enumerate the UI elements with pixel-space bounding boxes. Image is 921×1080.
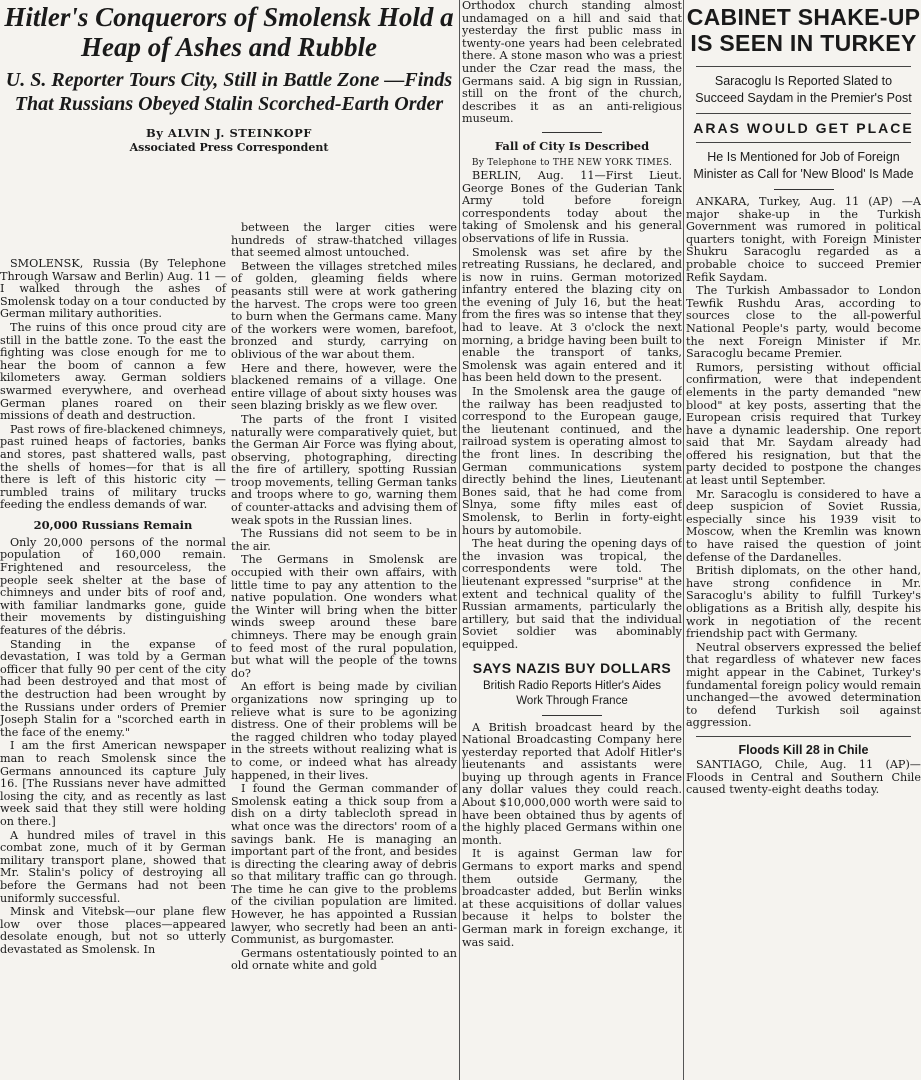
paragraph: A hundred miles of travel in this combat zone, much of it by German military transport plane, showed that Mr. Stalin's policy of destroying all before the Germans had not been uniformly successful. <box>0 828 226 905</box>
paragraph: Standing in the expanse of devastation, I was told by a German officer that fully 90 per cent of the city had been destroyed and that most of the destruction had been wrought by the Russians under orders of Premier Joseph Stalin for a "scorched earth in the face of the enemy." <box>0 637 226 739</box>
paragraph: Neutral observers expressed the belief that regardless of whatever new faces might appear in the Cabinet, Turkey's fundamental foreign policy would remain unchanged—the avowed determination to defend Turkish soil against aggression. <box>686 640 921 730</box>
deck-saracoglu: Saracoglu Is Reported Slated to Succeed Saydam in the Premier's Post <box>695 74 912 105</box>
divider <box>696 113 911 114</box>
divider <box>696 736 911 737</box>
headline-smolensk: Hitler's Conquerors of Smolensk Hold a Heap of Ashes and Rubble <box>4 2 454 62</box>
press-credit: Associated Press Correspondent <box>129 141 329 154</box>
deck-aras: ARAS WOULD GET PLACE <box>693 120 914 136</box>
paragraph: The Germans in Smolensk are occupied with their own affairs, with little time to pay any attention to the native population. One wonders what the Winter will bring when the bitter winds sweep around these bare chimneys. There may be enough grain to feed most of the rural population, but what will the people of the towns do? <box>231 553 457 680</box>
headline-floods-chile: Floods Kill 28 in Chile <box>738 742 869 757</box>
berlin-column <box>462 0 682 1080</box>
column-rule <box>459 0 460 1080</box>
paragraph: Mr. Saracoglu is considered to have a deep suspicion of Soviet Russia, especially since his 1939 visit to Moscow, when the Kremlin was known to have raised the question of joint defense of the Dardanelles. <box>686 487 921 564</box>
column-rule <box>683 0 684 1080</box>
paragraph: Minsk and Vitebsk—our plane flew low over those places—appeared desolate enough, but not so utterly devastated as Smolensk. In <box>0 905 226 956</box>
smolensk-column-a <box>0 258 226 957</box>
paragraph: Smolensk was set afire by the retreating Russians, he declared, and is now in ruins. German motorized infantry entered the blazing city on the evening of July 16, but the heat from the fires was so intense that they had to leave. At 3 o'clock the next morning, a bridge having been built to enable the transport of tanks, Smolensk was again entered and it has been held down to the present. <box>462 245 682 385</box>
paragraph: Orthodox church standing almost undamaged on a hill and said that yesterday the first public mass in twenty-one years had been celebrated there. A stone mason who was a priest under the Czar read the mass, the Germans said. A big sign in Russian, still on the front of the church, describes it as an anti-religious museum. <box>462 0 682 126</box>
paragraph: British diplomats, on the other hand, have strong confidence in Mr. Saracoglu's ability to fulfill Turkey's obligations as a British ally, despite his work in negotiation of the recent friendship pact with Germany. <box>686 564 921 641</box>
paragraph: Past rows of fire-blackened chimneys, past ruined heaps of factories, banks and stores, past shattered walls, past the shells of homes—for that is all there is left of this historic city — rumbled trains of military trucks feeding the endless demands of war. <box>0 422 226 512</box>
subhead-russians-remain: 20,000 Russians Remain <box>33 517 193 532</box>
headline-nazis-dollars: SAYS NAZIS BUY DOLLARS <box>472 659 672 676</box>
paragraph: I found the German commander of Smolensk eating a thick soup from a dish on a dirty tablecloth spread in what once was the directors' room of a savings bank. He is managing an important part of the front, and besides is directing the clearing away of debris so that military traffic can go through. The time he can give to the problems of the civilian population are limited. However, he has appointed a Russian lawyer, who secretly had been an anti-Communist, as burgomaster. <box>231 782 457 947</box>
divider <box>542 132 602 133</box>
smolensk-article <box>0 0 458 1080</box>
paragraph: Here and there, however, were the blackened remains of a village. One entire village of about sixty houses was seen blazing briskly as we flew over. <box>231 361 457 413</box>
paragraph: Only 20,000 persons of the normal population of 160,000 remain. Frightened and resourceless, the people seek shelter at the base of chimneys and under bits of roof and, with familiar landmarks gone, guide their movements by distinguishing features of the débris. <box>0 535 226 638</box>
divider <box>542 715 602 716</box>
paragraph: BERLIN, Aug. 11—First Lieut. George Bones of the Guderian Tank Army told before foreign correspondents today about the taking of Smolensk and his general observations of life in Russia. <box>462 168 682 245</box>
paragraph: A British broadcast heard by the National Broadcasting Company here yesterday reported that Adolf Hitler's lieutenants and assistants were buying up through agents in France any dollar values they could reach. About $10,000,000 worth were said to have been obtained thus by agents of the highly placed Germans within one month. <box>462 720 682 847</box>
paragraph: In the Smolensk area the gauge of the railway has been readjusted to correspond to the European gauge, the lieutenant continued, and the railroad system is operating almost to the front lines. In describing the German communications system directly behind the lines, Lieutenant Bones said, that he had come from Slnya, some fifty miles east of Smolensk, to Berlin in forty-eight hours by automobile. <box>462 385 682 537</box>
turkey-column <box>686 0 921 1080</box>
subhead-fall-of-city: Fall of City Is Described <box>494 138 650 153</box>
telephone-credit: By Telephone to THE NEW YORK TIMES. <box>471 157 673 168</box>
divider <box>696 142 911 143</box>
paragraph: The parts of the front I visited naturally were comparatively quiet, but the German Air Force was flying about, observing, photographing, directing the fire of artillery, spotting Russian troop movements, telling German tanks and troops where to go, warning them of counter-attacks and advising them of weak spots in the Russian lines. <box>231 412 457 527</box>
deck-foreign-minister: He Is Mentioned for Job of Foreign Minister as Call for 'New Blood' Is Made <box>693 150 914 181</box>
paragraph: The heat during the opening days of the invasion was tropical, the correspondents were told. The lieutenant expressed "surprise" at the extent and technical quality of the Russian armaments, particularly the artillery, but said that the individual Soviet soldier was abominably equipped. <box>462 537 682 651</box>
paragraph: The ruins of this once proud city are still in the battle zone. To the east the fighting was close enough for me to hear the boom of cannon a few kilometers away. German soldiers swarmed everywhere, and overhead German planes roared on their missions of death and destruction. <box>0 320 226 423</box>
paragraph: An effort is being made by civilian organizations now springing up to relieve what is sure to be agonizing distress. One of their problems will be the ragged children who today played in the streets without realizing what is to come, or indeed what has already happened, in their lives. <box>231 680 457 782</box>
paragraph: Germans ostentatiously pointed to an old ornate white and gold <box>231 946 457 973</box>
subheadline-smolensk: U. S. Reporter Tours City, Still in Battle Zone —Finds That Russians Obeyed Stalin Scorched-Earth Order <box>5 69 453 115</box>
deck-nazis-dollars: British Radio Reports Hitler's Aides Work Through France <box>483 679 661 707</box>
paragraph: Rumors, persisting without official confirmation, were that independent elements in the party demanded "new blood" at key posts, asserting that the European crisis required that Turkey have a dynamic leadership. One report said that Mr. Saydam already had offered his resignation, but that the party decided to postpone the changes at least until September. <box>686 360 921 488</box>
paragraph: Between the villages stretched miles of golden, gleaming fields where peasants still were at work gathering the harvest. The crops were too green to burn when the Germans came. Many of the workers were women, barefoot, bronzed and sturdy, carrying on oblivious of the war about them. <box>231 259 457 361</box>
paragraph: The Turkish Ambassador to London Tewfik Rushdu Aras, according to sources close to the all-powerful National People's party, would become the next Foreign Minister if Mr. Saracoglu became Premier. <box>686 284 921 361</box>
paragraph: It is against German law for Germans to export marks and spend them outside Germany, the broadcaster added, but Berlin winks at these acquisitions of dollar values because it helps to bolster the German mark in foreign exchange, it was said. <box>462 847 682 949</box>
divider <box>696 66 911 67</box>
divider <box>774 189 834 190</box>
paragraph: The Russians did not seem to be in the air. <box>231 527 457 553</box>
byline: By ALVIN J. STEINKOPF <box>146 126 312 140</box>
headline-turkey: CABINET SHAKE-UP IS SEEN IN TURKEY <box>686 4 921 56</box>
paragraph: ANKARA, Turkey, Aug. 11 (AP) —A major shake-up in the Turkish Government was rumored in political quarters tonight, with Foreign Minister Shukru Saracoglu regarded as a probable choice to succeed Premier Refik Saydam. <box>686 195 921 284</box>
paragraph: SANTIAGO, Chile, Aug. 11 (AP)— Floods in Central and Southern Chile caused twenty-eight deaths today. <box>686 757 921 797</box>
paragraph: SMOLENSK, Russia (By Telephone Through Warsaw and Berlin) Aug. 11 — I walked through the ashes of Smolensk today on a tour conducted by German military authorities. <box>0 257 226 321</box>
smolensk-column-b <box>231 222 457 974</box>
paragraph: I am the first American newspaper man to reach Smolensk since the Germans announced its capture July 16. [The Russians never have admitted losing the city, and as recently as last week said that they still were holding on there.] <box>0 739 226 828</box>
paragraph: between the larger cities were hundreds of straw-thatched villages that seemed almost untouched. <box>231 221 457 260</box>
